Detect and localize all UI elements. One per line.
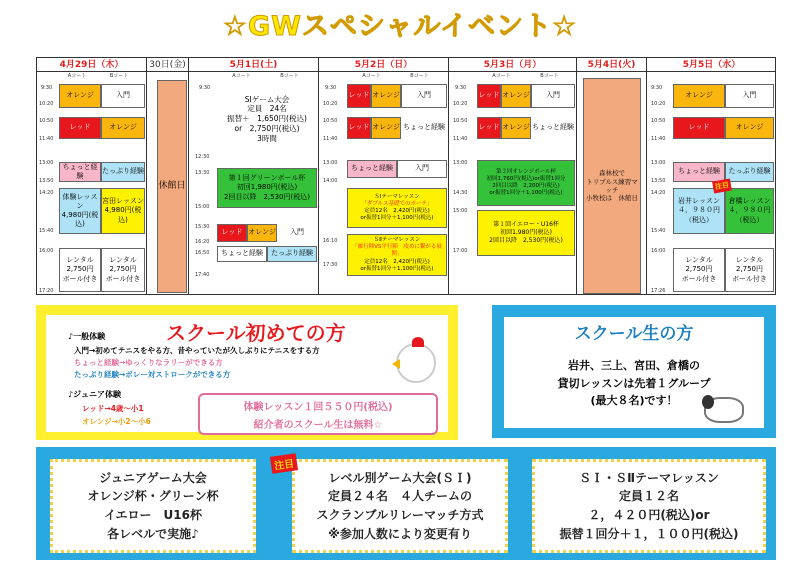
time-label: 9:30 [455, 85, 467, 91]
block-green-ball-cup [217, 168, 317, 208]
trial-price-text: 体験レッスン１回５５０円(税込) [243, 402, 393, 413]
block-short-experience: ちょっと経験 [531, 117, 575, 139]
kurahashi-label: 倉橋レッスン [728, 197, 771, 206]
time-label: 16:10 [323, 238, 338, 244]
time-label: 13:00 [453, 160, 468, 166]
junior-trial-heading: ♪ジュニア体験 [68, 390, 121, 399]
block-sii-theme-lesson [347, 234, 447, 276]
day-header-apr30: 30日(金) [147, 58, 189, 72]
block-rental [725, 248, 774, 292]
rental-note: ボール付き [681, 274, 717, 283]
bottom-banner [36, 447, 776, 560]
block-si-game [217, 84, 317, 154]
member-line2: 貸切レッスンは先着１グループ [557, 376, 711, 390]
block-closed: 休館日 [157, 80, 187, 293]
lesson2-alt: or振替1回分＋1,100円(税込) [360, 265, 434, 272]
general-trial-entry: 入門→初めてテニスをやる方、昔やっていたが久しぶりにテニスをする方 [74, 346, 320, 355]
green-price-b: 2回目以降 2,530円(税込) [224, 192, 310, 201]
time-label: 9:30 [41, 85, 53, 91]
court-b-label: Bコート [540, 73, 559, 79]
court-a-label: Aコート [492, 73, 511, 79]
block-orange: オレンジ [371, 117, 401, 139]
time-label: 9:30 [199, 85, 211, 91]
time-label: 11:40 [39, 136, 54, 142]
block-miyata-lesson [101, 188, 145, 234]
time-label: 17:30 [323, 262, 338, 268]
may4-line3: 小牧校は 休館日 [586, 194, 638, 203]
day-header-apr29: 4月29日（木） [37, 58, 147, 72]
block-orange: オレンジ [371, 84, 401, 108]
school-first-panel [36, 305, 458, 440]
time-label: 10:50 [323, 118, 338, 124]
column-apr30 [147, 72, 189, 294]
time-label: 13:00 [39, 160, 54, 166]
school-member-panel [492, 305, 776, 438]
time-label: 13:00 [651, 160, 666, 166]
general-trial-short: ちょっと経験→ゆっくりなラリーができる方 [74, 358, 223, 367]
yellow-cup-price-a: 初回1,980円(税込) [500, 229, 552, 237]
time-label: 14:20 [39, 190, 54, 196]
featured-badge: 注目 [270, 453, 298, 473]
block-short-experience: ちょっと経験 [673, 162, 725, 182]
time-label: 17:00 [453, 248, 468, 254]
time-label: 10:50 [453, 118, 468, 124]
time-label: 10:20 [39, 101, 54, 107]
si-title: SIゲーム大会 [244, 94, 290, 104]
block-orange: オレンジ [101, 117, 145, 139]
time-label: 9:30 [651, 85, 663, 91]
school-member-heading: スクール生の方 [574, 324, 694, 344]
court-a-label: Aコート [362, 73, 381, 79]
school-first-heading: スクール初めての方 [166, 321, 346, 345]
time-label: 10:50 [651, 118, 666, 124]
card3-line1: ＳＩ・ＳⅡテーマレッスン [579, 470, 719, 485]
time-label: 17:26 [651, 288, 666, 294]
time-label: 16:00 [39, 248, 54, 254]
day-header-may2: 5月2日（日） [319, 58, 449, 72]
lesson1-price: 定員12名 2,420円(税込) [364, 208, 430, 214]
block-iwai-lesson [673, 188, 725, 234]
time-label: 10:20 [323, 101, 338, 107]
rental-note: ボール付き [105, 274, 141, 283]
time-label: 14:30 [453, 190, 468, 196]
block-plenty-experience: たっぷり経験 [725, 162, 774, 182]
block-red: レッド [477, 84, 501, 108]
time-label: 11:40 [323, 136, 338, 142]
card-junior-game [50, 459, 256, 553]
orange-cup-price-a: 初回1,760円(税込)or振替1回分 [486, 175, 566, 182]
rental-price: 2,750円 [685, 265, 713, 274]
column-may4 [577, 72, 647, 294]
trial-price-box [198, 393, 438, 435]
trial-label: 体験レッスン [62, 192, 98, 210]
green-title: 第１回グリーンボール杯 [228, 174, 306, 183]
rental-price: 2,750円 [109, 265, 137, 274]
block-red: レッド [347, 84, 371, 108]
block-yellow-u16-cup [477, 210, 575, 256]
trial-price: 4,980円(税込) [61, 211, 99, 229]
lesson2-price: 定員12名 2,420円(税込) [364, 258, 430, 265]
rental-label: レンタル [66, 256, 94, 265]
card3-line2: 定員１２名 [618, 489, 679, 504]
block-orange: オレンジ [247, 224, 277, 242]
referral-free-text: 紹介者のスクール生は無料☆ [253, 420, 383, 431]
chicken-comb-icon [412, 337, 424, 347]
time-label: 13:30 [195, 170, 210, 176]
court-b-label: Bコート [280, 73, 299, 79]
iwai-label: 岩井レッスン [678, 197, 720, 206]
time-label: 15:30 [195, 224, 210, 230]
yellow-cup-price-b: 2回目以降 2,530円(税込) [489, 236, 563, 244]
block-plenty-experience: たっぷり経験 [101, 162, 145, 182]
block-si-theme-lesson [347, 188, 447, 228]
rental-label: レンタル [735, 256, 764, 265]
si-capacity: 定員 24名 [247, 104, 287, 114]
column-may5 [647, 72, 776, 294]
si-price-b: or 2,750円(税込) [234, 123, 300, 133]
day-header-may5: 5月5日（水） [647, 58, 776, 72]
time-label: 14:00 [323, 178, 338, 184]
time-label: 13:50 [39, 178, 54, 184]
si-price-a: 振替＋ 1,650円(税込) [227, 114, 307, 124]
day-header-may3: 5月3日（月） [449, 58, 577, 72]
lesson1-alt: or振替1回分＋1,100円(税込) [360, 215, 434, 222]
orange-cup-price-b: 2回目以降 2,200円(税込) [492, 183, 560, 189]
court-a-label: Aコート [67, 73, 87, 79]
rental-price: 2,750円 [735, 265, 764, 274]
member-line3: (最大８名)です！ [590, 394, 678, 408]
column-may3 [449, 72, 577, 294]
general-trial-plenty: たっぷり経験→ボレー対ストロークができる方 [74, 370, 231, 379]
yellow-cup-title: 第１回イエロー・U16杯 [493, 221, 559, 229]
block-short-experience: ちょっと経験 [59, 162, 101, 182]
rental-label: レンタル [685, 256, 713, 265]
block-short-experience: ちょっと経験 [347, 160, 397, 178]
rental-label: レンタル [109, 256, 137, 265]
block-rental [59, 248, 101, 292]
block-orange: オレンジ [501, 84, 531, 108]
block-orange: オレンジ [673, 84, 725, 108]
time-label: 14:20 [651, 190, 666, 196]
kurahashi-price: ４，９８０円 [728, 206, 771, 215]
block-orange: オレンジ [501, 117, 531, 139]
card3-line3: ２，４２０円(税込)or [588, 508, 710, 522]
rental-note: ボール付き [62, 274, 98, 283]
block-kurahashi-lesson [725, 188, 774, 234]
green-price-a: 初回1,980円(税込) [236, 183, 298, 192]
court-b-label: Bコート [410, 73, 429, 79]
time-label: 11:40 [453, 136, 468, 142]
block-plenty-experience: たっぷり経験 [267, 246, 317, 262]
block-short-experience: ちょっと経験 [217, 246, 267, 262]
block-orange-ball-cup [477, 160, 575, 206]
lesson2-theme: 「雁行陣VS平行陣 攻めに繋がる展開」 [352, 244, 442, 258]
block-orange: オレンジ [59, 84, 101, 108]
block-entry: 入門 [101, 84, 145, 108]
dog-ear-icon [702, 395, 714, 409]
chicken-beak-icon [392, 359, 400, 369]
time-label: 15:40 [651, 228, 666, 234]
time-label: 11:40 [651, 136, 666, 142]
school-member-inner [504, 317, 764, 428]
iwai-price: ４，９８０円 [678, 206, 720, 215]
day-header-may4: 5月4日(火) [577, 58, 647, 72]
block-red: レッド [217, 224, 247, 242]
general-trial-heading: ♪一般体験 [68, 332, 106, 341]
may4-line1: 森林校で [599, 169, 625, 178]
card3-line4: 振替１回分＋１，１００円(税込) [559, 526, 739, 541]
featured-badge: 注目 [712, 179, 732, 194]
day-header-may1: 5月1日(土) [189, 58, 319, 72]
orange-cup-alt: or振替1回分＋1,100円(税込) [489, 190, 563, 197]
page-title: ☆GWスペシャルイベント☆ [222, 11, 578, 42]
block-red: レッド [673, 117, 725, 139]
time-label: 12:30 [195, 154, 210, 160]
block-rental [673, 248, 725, 292]
may4-line2: トリプルス練習マッチ [586, 177, 638, 194]
si-duration: 3時間 [257, 133, 277, 143]
block-entry: 入門 [531, 84, 575, 108]
time-label: 16:00 [651, 248, 666, 254]
card2-line1: レベル別ゲーム大会(ＳＩ) [328, 470, 472, 485]
card1-line4: 各レベルで実施♪ [107, 526, 199, 541]
block-red: レッド [477, 117, 501, 139]
court-b-label: Bコート [109, 73, 129, 79]
orange-cup-title: 第２回オレンジボール杯 [495, 168, 557, 175]
block-short-experience: ちょっと経験 [401, 117, 447, 139]
column-apr29 [37, 72, 147, 294]
lesson1-theme: 「ダブルス基礎でのポーチ」 [361, 200, 433, 207]
chicken-illustration [396, 343, 436, 383]
court-a-label: Aコート [232, 73, 251, 79]
time-label: 16:50 [195, 250, 210, 256]
column-may2 [319, 72, 449, 294]
card-level-game [292, 459, 508, 553]
rental-note: ボール付き [732, 274, 767, 283]
iwai-tax: （税込） [685, 215, 713, 224]
time-label: 16:20 [195, 239, 210, 245]
block-rental [101, 248, 145, 292]
time-label: 9:30 [325, 85, 337, 91]
block-trial-lesson [59, 188, 101, 234]
time-label: 13:00 [323, 160, 338, 166]
block-entry: 入門 [277, 224, 317, 242]
block-orange: オレンジ [725, 117, 774, 139]
card2-line3: スクランブルリレーマッチ方式 [316, 508, 484, 522]
card1-line3: イエロー U16杯 [104, 508, 202, 522]
dog-illustration [704, 397, 744, 423]
time-label: 10:20 [651, 101, 666, 107]
block-red: レッド [59, 117, 101, 139]
lesson2-title: ＳⅡテーマレッスン [373, 237, 421, 244]
block-red: レッド [347, 117, 371, 139]
junior-trial-orange: オレンジ→小2～小6 [82, 417, 151, 426]
time-label: 15:00 [195, 204, 210, 210]
block-may4-notice [583, 78, 641, 294]
block-entry: 入門 [401, 84, 447, 108]
block-entry: 入門 [397, 160, 447, 178]
card1-line1: ジュニアゲーム大会 [99, 470, 207, 485]
card2-line4: ※参加人数により変更有り [328, 526, 472, 541]
card1-line2: オレンジ杯・グリーン杯 [87, 489, 219, 504]
lesson1-title: ＳⅠテーマレッスン [374, 193, 420, 200]
block-entry: 入門 [725, 84, 774, 108]
kurahashi-tax: （税込） [735, 215, 764, 224]
time-label: 10:50 [39, 118, 54, 124]
card2-line2: 定員２４名 ４人チームの [327, 489, 472, 504]
column-may1 [189, 72, 319, 294]
time-label: 17:40 [195, 272, 210, 278]
school-first-inner [46, 315, 448, 432]
schedule-table [36, 57, 776, 295]
miyata-label: 宮田レッスン [102, 197, 144, 206]
member-line1: 岩井、三上、宮田、倉橋の [568, 359, 700, 372]
rental-price: 2,750円 [66, 265, 94, 274]
time-label: 15:00 [453, 208, 468, 214]
miyata-price: 4,980円(税込) [104, 206, 142, 224]
time-label: 17:20 [39, 288, 54, 294]
card-theme-lesson [532, 459, 766, 553]
junior-trial-red: レッド→4歳～小1 [82, 404, 144, 413]
time-label: 13:50 [651, 178, 666, 184]
time-label: 10:20 [453, 101, 468, 107]
time-label: 15:40 [39, 228, 54, 234]
